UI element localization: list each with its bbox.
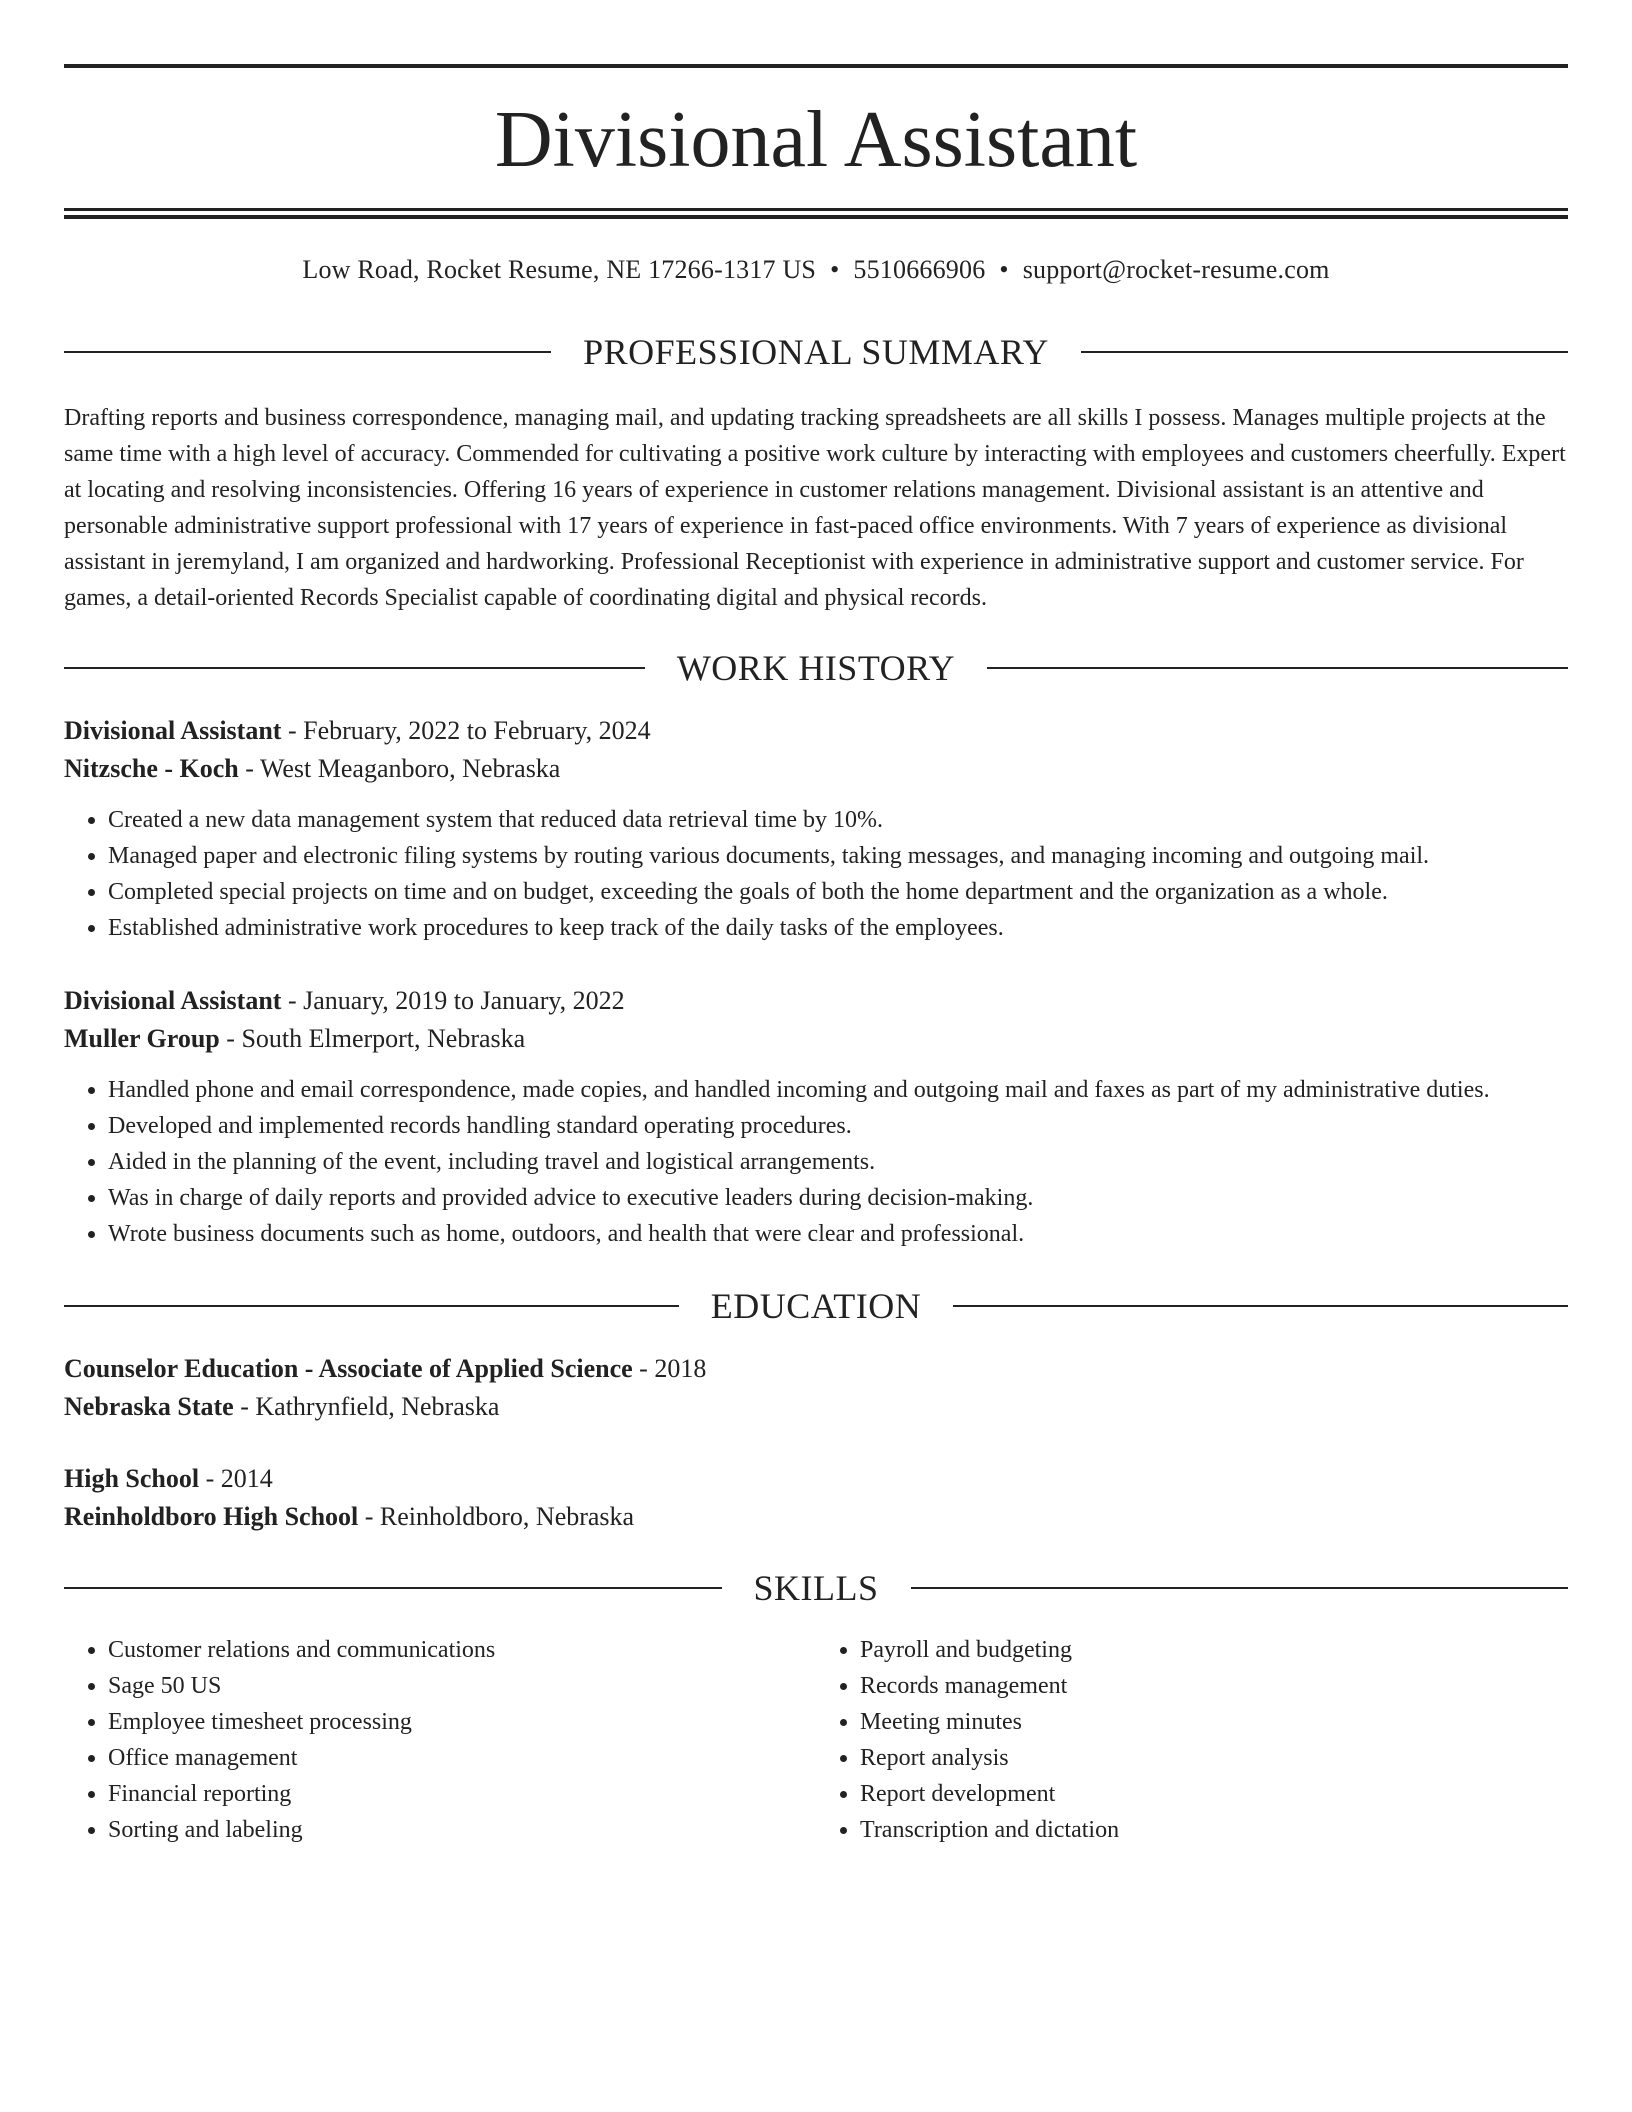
job-entry [64, 712, 1568, 946]
list-item: • Created a new data management system that reduced data retrieval time by 10%. [108, 802, 1568, 838]
school-line [64, 1388, 1568, 1426]
header-rule [64, 215, 1568, 219]
job-dates: - February, 2022 to February, 2024 [281, 716, 651, 745]
section-title: PROFESSIONAL SUMMARY [583, 332, 1049, 372]
skill-item: • Report development [860, 1776, 1568, 1812]
company-location: - West Meaganboro, Nebraska [238, 754, 561, 783]
degree: High School [64, 1464, 200, 1493]
skill-item: • Meeting minutes [860, 1704, 1568, 1740]
job-title: Divisional Assistant [64, 986, 282, 1015]
company-name: Muller Group [64, 1024, 220, 1053]
skill-item: • Office management [108, 1740, 816, 1776]
company-line [64, 1020, 1568, 1058]
company-line [64, 750, 1568, 788]
section-title: EDUCATION [710, 1286, 922, 1326]
list-item: • Wrote business documents such as home, outdoors, and health that were clear and professional. [108, 1216, 1568, 1252]
job-title-line [64, 712, 1568, 750]
job-bullets [64, 1072, 1568, 1252]
education-year: - 2014 [199, 1464, 273, 1493]
list-item: • Completed special projects on time and on budget, exceeding the goals of both the home department and the organization as a whole. [108, 874, 1568, 910]
degree-line [64, 1350, 1568, 1388]
email: support@rocket-resume.com [1022, 255, 1330, 284]
skills-column-right [816, 1632, 1568, 1848]
divider [64, 1305, 679, 1307]
school-name: Reinholdboro High School [64, 1502, 359, 1531]
skill-item: • Customer relations and communications [108, 1632, 816, 1668]
skill-item: • Sage 50 US [108, 1668, 816, 1704]
divider [987, 667, 1568, 669]
school-location: - Kathrynfield, Nebraska [233, 1392, 500, 1421]
company-name: Nitzsche - Koch [64, 754, 239, 783]
divider [64, 1587, 722, 1589]
divider [953, 1305, 1568, 1307]
skill-item: • Financial reporting [108, 1776, 816, 1812]
separator: • [999, 255, 1009, 284]
section-header-summary [64, 330, 1568, 374]
list-item: • Aided in the planning of the event, including travel and logistical arrangements. [108, 1144, 1568, 1180]
list-item: • Managed paper and electronic filing systems by routing various documents, taking messages, and managing incoming and outgoing mail. [108, 838, 1568, 874]
skills-column-left [64, 1632, 816, 1848]
skills-list [64, 1632, 1568, 1848]
skill-item: • Payroll and budgeting [860, 1632, 1568, 1668]
job-dates: - January, 2019 to January, 2022 [281, 986, 625, 1015]
degree: Counselor Education - Associate of Applied Science [64, 1354, 633, 1383]
company-location: - South Elmerport, Nebraska [219, 1024, 526, 1053]
phone: 5510666906 [853, 255, 986, 284]
skill-item: • Transcription and dictation [860, 1812, 1568, 1848]
resume-name: Divisional Assistant [494, 96, 1138, 184]
header-rule [64, 208, 1568, 211]
address: Low Road, Rocket Resume, NE 17266-1317 US [302, 255, 817, 284]
list-item: • Handled phone and email correspondence, made copies, and handled incoming and outgoing mail and faxes as part of my administrative duties. [108, 1072, 1568, 1108]
section-title: WORK HISTORY [676, 648, 956, 688]
top-rule [64, 64, 1568, 68]
divider [64, 351, 551, 353]
section-header-work [64, 646, 1568, 690]
section-header-education [64, 1284, 1568, 1328]
skill-item: • Records management [860, 1668, 1568, 1704]
summary-text: Drafting reports and business correspondence, managing mail, and updating tracking spreadsheets are all skills I possess. Manages multiple projects at the same time with a high level of accuracy. Commended for cultivating a positive work culture by interacting with employees and customers cheerfully. Expert at locating and resolving inconsistencies. Offering 16 years of experience in customer relations management. Divisional assistant is an attentive and personable administrative support professional with 17 years of experience in fast-paced office environments. With 7 years of experience as divisional assistant in jeremyland, I am organized and hardworking. Professional Receptionist with experience in administrative support and customer service. For games, a detail-oriented Records Specialist capable of coordinating digital and physical records. [64, 405, 1566, 611]
school-name: Nebraska State [64, 1392, 234, 1421]
list-item: • Developed and implemented records handling standard operating procedures. [108, 1108, 1568, 1144]
divider [911, 1587, 1569, 1589]
degree-line [64, 1460, 1568, 1498]
contact-line [64, 252, 1568, 288]
skill-item: • Sorting and labeling [108, 1812, 816, 1848]
school-location: - Reinholdboro, Nebraska [358, 1502, 635, 1531]
divider [64, 667, 645, 669]
education-entry [64, 1350, 1568, 1426]
skill-item: • Employee timesheet processing [108, 1704, 816, 1740]
job-title-line [64, 982, 1568, 1020]
divider [1081, 351, 1568, 353]
separator: • [830, 255, 840, 284]
education-year: - 2018 [632, 1354, 707, 1383]
list-item: • Established administrative work procedures to keep track of the daily tasks of the employees. [108, 910, 1568, 946]
skill-item: • Report analysis [860, 1740, 1568, 1776]
job-bullets [64, 802, 1568, 946]
education-entry [64, 1460, 1568, 1536]
school-line [64, 1498, 1568, 1536]
section-title: SKILLS [753, 1568, 879, 1608]
list-item: • Was in charge of daily reports and provided advice to executive leaders during decision-making. [108, 1180, 1568, 1216]
section-header-skills [64, 1566, 1568, 1610]
job-title: Divisional Assistant [64, 716, 282, 745]
job-entry [64, 982, 1568, 1252]
